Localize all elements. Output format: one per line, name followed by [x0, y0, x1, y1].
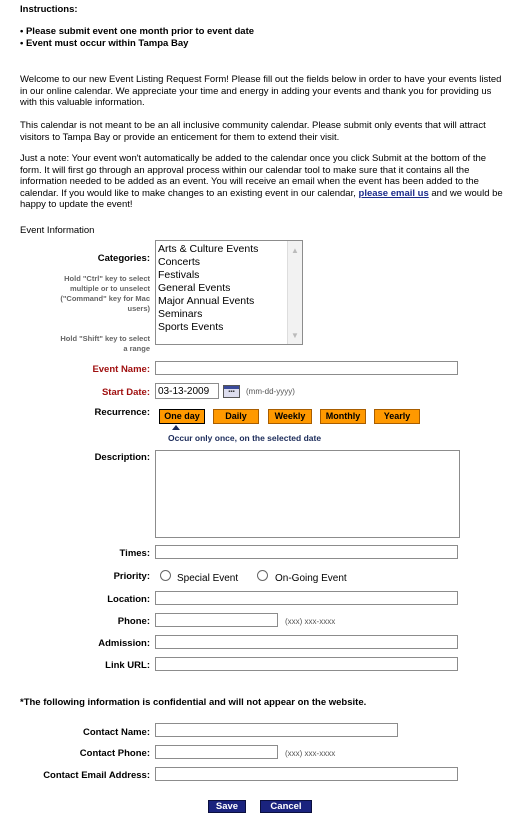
category-option[interactable]: Festivals [158, 269, 200, 281]
contact-phone-label: Contact Phone: [79, 748, 150, 759]
recurrence-weekly-button[interactable]: Weekly [268, 409, 312, 424]
recurrence-yearly-button[interactable]: Yearly [374, 409, 420, 424]
description-textarea[interactable] [155, 450, 460, 538]
email-us-link[interactable]: please email us [358, 187, 429, 199]
intro-text: Just a note: Your event won't automatically be added to the calendar once you click Submit at the bottom of the form. It will first go through an approval process within our calendar tool to make sure that it contains all the information needed to be added as an event. You will receive an email when the event has been added to the calendar. If you would like to make changes to an existing event in our calendar, [20, 153, 487, 199]
intro-text: and we would be happy to update the event! [20, 187, 503, 210]
category-option[interactable]: Sports Events [158, 321, 224, 333]
link-url-input[interactable] [155, 657, 458, 671]
category-option[interactable]: Major Annual Events [158, 295, 255, 307]
contact-name-input[interactable] [155, 723, 398, 737]
category-option[interactable]: Concerts [158, 256, 201, 268]
confidential-note: *The following information is confidential and will not appear on the website. [20, 697, 367, 708]
categories-label: Categories: [97, 253, 150, 264]
event-name-input[interactable] [155, 361, 458, 375]
save-button[interactable]: Save [208, 800, 246, 813]
phone-label: Phone: [117, 616, 150, 627]
special-event-label: Special Event [177, 573, 239, 584]
intro-paragraph: Welcome to our new Event Listing Request Form! Please fill out the fields below in order to have your events listed in our online calendar. We appreciate your time and energy in adding your events and thank you for providing us with this valuable information. [20, 74, 502, 108]
instruction-item: • Event must occur within Tampa Bay [20, 38, 189, 49]
admission-label: Admission: [98, 638, 150, 649]
contact-phone-input[interactable] [155, 745, 278, 759]
contact-phone-format-hint: (xxx) xxx-xxxx [285, 749, 336, 758]
scroll-up-icon[interactable]: ▲ [291, 246, 299, 255]
recurrence-note: Occur only once, on the selected date [168, 433, 322, 443]
location-input[interactable] [155, 591, 458, 605]
instruction-text: Event must occur within Tampa Bay [25, 38, 189, 49]
date-format-hint: (mm-dd-yyyy) [246, 387, 295, 396]
contact-email-input[interactable] [155, 767, 458, 781]
categories-hint: Hold "Shift" key to select a range [60, 334, 150, 353]
cancel-button[interactable]: Cancel [260, 800, 312, 813]
times-input[interactable] [155, 545, 458, 559]
categories-hint: Hold "Ctrl" key to select multiple or to unselect ("Command" key for Mac users) [60, 274, 150, 313]
recurrence-label: Recurrence: [94, 407, 150, 418]
ongoing-event-radio[interactable] [257, 570, 268, 581]
start-date-input[interactable] [155, 383, 219, 399]
scroll-down-icon[interactable]: ▼ [291, 331, 299, 340]
instruction-item: • Please submit event one month prior to event date [20, 26, 255, 37]
categories-options [158, 243, 258, 334]
selected-pointer-icon [172, 425, 180, 430]
categories-listbox[interactable] [155, 240, 303, 345]
section-title: Event Information [20, 225, 95, 236]
recurrence-daily-button[interactable]: Daily [213, 409, 259, 424]
intro-paragraph [20, 153, 506, 211]
category-option[interactable]: Seminars [158, 308, 203, 320]
contact-email-label: Contact Email Address: [43, 770, 150, 781]
admission-input[interactable] [155, 635, 458, 649]
special-event-radio[interactable] [160, 570, 171, 581]
link-url-label: Link URL: [105, 660, 150, 671]
times-label: Times: [119, 548, 150, 559]
contact-name-label: Contact Name: [82, 727, 150, 738]
event-name-label: Event Name: [92, 364, 150, 375]
phone-format-hint: (xxx) xxx-xxxx [285, 617, 336, 626]
start-date-label: Start Date: [101, 387, 150, 398]
location-label: Location: [107, 594, 150, 605]
phone-input[interactable] [155, 613, 278, 627]
priority-label: Priority: [113, 571, 150, 582]
instruction-text: Please submit event one month prior to event date [25, 26, 255, 37]
calendar-icon[interactable]: ▪▪▪ [223, 385, 240, 398]
category-option[interactable]: General Events [158, 282, 231, 294]
recurrence-monthly-button[interactable]: Monthly [320, 409, 366, 424]
ongoing-event-label: On-Going Event [275, 573, 347, 584]
instructions-heading: Instructions: [20, 4, 78, 15]
category-option[interactable]: Arts & Culture Events [158, 243, 259, 255]
recurrence-one-day-button[interactable]: One day [159, 409, 205, 424]
intro-paragraph: This calendar is not meant to be an all inclusive community calendar. Please submit only events that will attract visitors to Tampa Bay or provide an enticement for them to extend their visit. [20, 120, 486, 143]
description-label: Description: [94, 452, 150, 463]
listbox-scrollbar[interactable] [287, 241, 302, 344]
